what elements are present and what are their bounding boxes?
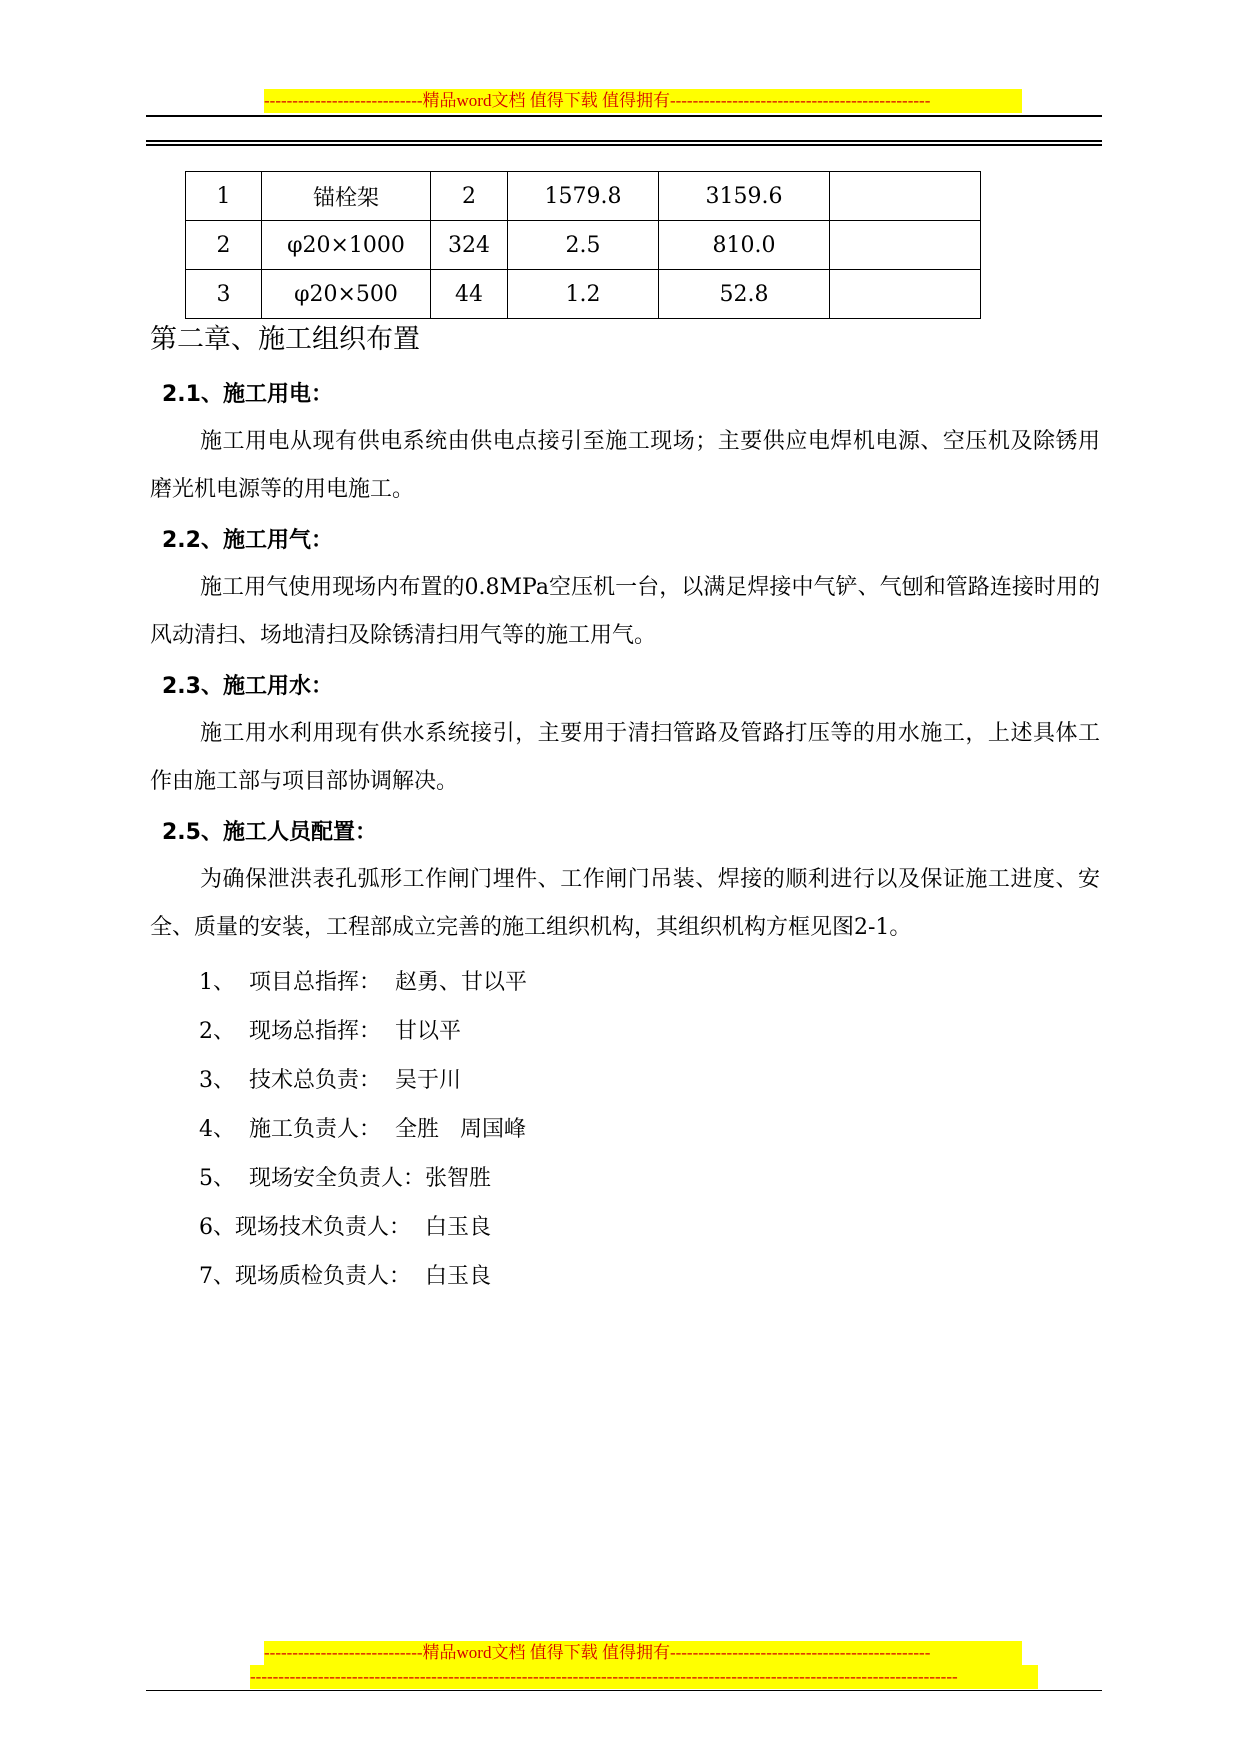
table-cell: 2 xyxy=(186,221,262,270)
section-text-air: 施工用气使用现场内布置的0.8MPa空压机一台，以满足焊接中气铲、气刨和管路连接时用的风动清扫、场地清扫及除锈清扫用气等的施工用气。 xyxy=(150,575,1100,648)
table-cell: 324 xyxy=(431,221,508,270)
table-cell: 1579.8 xyxy=(508,172,659,221)
section-heading-air: 2.2、施工用气： xyxy=(162,528,333,553)
section-heading-power: 2.1、施工用电： xyxy=(162,382,333,407)
header-double-rule-bottom xyxy=(146,144,1102,146)
header-double-rule-top xyxy=(146,140,1102,142)
list-item: 1、 项目总指挥： 赵勇、甘以平 xyxy=(199,970,527,995)
table-cell: 3159.6 xyxy=(659,172,830,221)
section-heading-personnel: 2.5、施工人员配置： xyxy=(162,820,377,845)
footer-rule xyxy=(146,1690,1102,1691)
table-row xyxy=(186,172,981,221)
table-cell: 3 xyxy=(186,270,262,319)
chapter-title: 第二章、施工组织布置 xyxy=(150,324,420,355)
table-cell: 1 xyxy=(186,172,262,221)
footer-banner: ----------------------------精品word文档 值得下载 值得拥有---------------------------------------------- xyxy=(264,1641,1022,1665)
list-item: 4、 施工负责人： 全胜 周国峰 xyxy=(199,1117,526,1142)
materials-table xyxy=(185,171,981,319)
header-rule xyxy=(146,115,1102,117)
footer-dash-banner: ----------------------------------------------------------------------------------------------------------------------------- xyxy=(250,1665,1038,1689)
list-item: 2、 现场总指挥： 甘以平 xyxy=(199,1019,461,1044)
list-item: 6、现场技术负责人： 白玉良 xyxy=(199,1215,491,1240)
section-text-personnel: 为确保泄洪表孔弧形工作闸门埋件、工作闸门吊装、焊接的顺利进行以及保证施工进度、安全、质量的安装，工程部成立完善的施工组织机构，其组织机构方框见图2-1。 xyxy=(150,867,1100,940)
table-cell: 810.0 xyxy=(659,221,830,270)
section-text-power: 施工用电从现有供电系统由供电点接引至施工现场；主要供应电焊机电源、空压机及除锈用磨光机电源等的用电施工。 xyxy=(150,429,1100,502)
table-cell: 锚栓架 xyxy=(262,172,431,221)
table-cell: φ20×1000 xyxy=(262,221,431,270)
personnel-list xyxy=(199,958,527,1301)
section-text-water: 施工用水利用现有供水系统接引，主要用于清扫管路及管路打压等的用水施工，上述具体工作由施工部与项目部协调解决。 xyxy=(150,721,1100,794)
table-cell: φ20×500 xyxy=(262,270,431,319)
table-row xyxy=(186,270,981,319)
section-heading-water: 2.3、施工用水： xyxy=(162,674,333,699)
table-cell: 2.5 xyxy=(508,221,659,270)
table-cell xyxy=(830,221,981,270)
table-cell: 1.2 xyxy=(508,270,659,319)
list-item: 3、 技术总负责： 吴于川 xyxy=(199,1068,461,1093)
table-cell: 2 xyxy=(431,172,508,221)
table-cell xyxy=(830,270,981,319)
header-banner: ----------------------------精品word文档 值得下载 值得拥有---------------------------------------------- xyxy=(264,89,1022,113)
table-cell: 52.8 xyxy=(659,270,830,319)
table-cell: 44 xyxy=(431,270,508,319)
table-cell xyxy=(830,172,981,221)
list-item: 5、 现场安全负责人：张智胜 xyxy=(199,1166,491,1191)
table-row xyxy=(186,221,981,270)
list-item: 7、现场质检负责人： 白玉良 xyxy=(199,1264,491,1289)
